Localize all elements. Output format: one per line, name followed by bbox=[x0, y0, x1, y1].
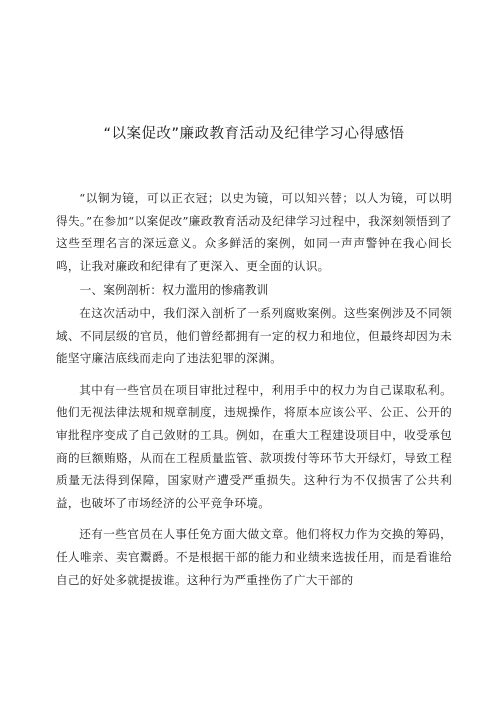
body-paragraph-3: 还有一些官员在人事任免方面大做文章。他们将权力作为交换的筹码，任人唯亲、卖官鬻爵。不是根据干部的能力和业绩来选拔任用，而是看谁给自己的好处多就提拔谁。这种行为严重挫伤了广大干部的 bbox=[56, 527, 452, 587]
document-title: “以案促改”廉政教育活动及纪律学习心得感悟 bbox=[103, 126, 405, 142]
intro-paragraph: “以铜为镜，可以正衣冠；以史为镜，可以知兴替；以人为镜，可以明得失。”在参加“以案促改”廉政教育活动及纪律学习过程中，我深刻领悟到了这些至理名言的深远意义。众多鲜活的案例，如同一声声警钟在我心间长鸣，让我对廉政和纪律有了更深入、更全面的认识。 bbox=[56, 191, 452, 273]
section-heading-1: 一、案例剖析：权力滥用的惨痛教训 bbox=[79, 283, 269, 298]
body-paragraph-2: 其中有一些官员在项目审批过程中，利用手中的权力为自己谋取私利。他们无视法律法规和规章制度，违规操作，将原本应该公平、公正、公开的审批程序变成了自己敛财的工具。例如，在重大工程建设项目中，收受承包商的巨额贿赂，从而在工程质量监管、款项拨付等环节大开绿灯，导致工程质量无法得到保障，国家财产遭受严重损失。这种行为不仅损害了公共利益，也破坏了市场经济的公平竞争环境。 bbox=[56, 382, 452, 510]
body-paragraph-1: 在这次活动中，我们深入剖析了一系列腐败案例。这些案例涉及不同领域、不同层级的官员，他们曾经都拥有一定的权力和地位，但最终却因为未能坚守廉洁底线而走向了违法犯罪的深渊。 bbox=[56, 305, 452, 366]
